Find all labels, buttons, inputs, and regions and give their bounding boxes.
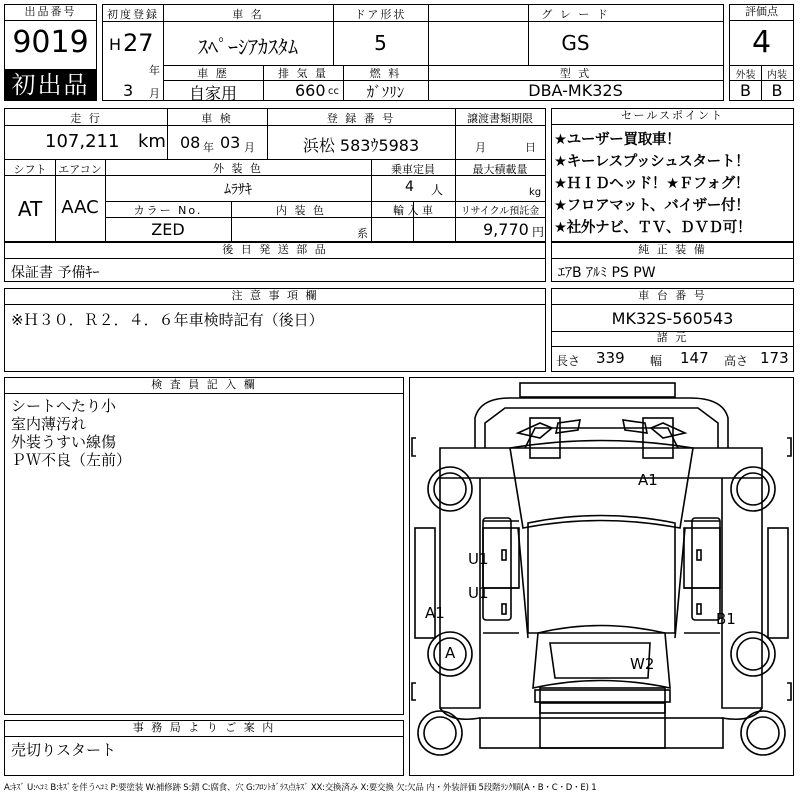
office-box [4,720,404,776]
capacity-unit: 人 [431,183,444,197]
car-name-label: 車 名 [232,8,264,21]
exterior-grade: B [740,81,751,100]
reg-year: 27 [123,29,154,57]
inspection-month: 03 [220,133,241,152]
transfer-month-unit: 月 [475,141,486,154]
door-label: ドア形状 [354,8,407,21]
ac: AAC [61,197,99,218]
history: 自家用 [188,84,237,103]
notes-title: 注 意 事 項 欄 [5,289,545,305]
inspector-title: 検 査 員 記 入 欄 [5,378,403,394]
equipment-box [551,242,794,282]
plate: 浜松 583ｳ5983 [302,136,420,155]
model: DBA-MK32S [528,81,623,100]
height: 173 [760,349,789,367]
top-info-box [102,4,724,101]
chassis-number: MK32S-560543 [611,309,734,328]
model-label: 型 式 [559,67,592,80]
mileage-label: 走 行 [70,112,102,125]
fuel: ｶﾞｿﾘﾝ [366,83,405,101]
inspector-line: シートへたり小 [11,397,117,415]
sales-point: ★社外ナビ、ＴＶ、ＤＶＤ可！ [554,220,752,236]
reg-label: 初度登録 [107,8,159,21]
grade: GS [561,31,590,55]
mileage: 107,211 [45,131,120,152]
car-diagram [410,378,793,775]
mark-u1-a: U1 [468,550,489,568]
int-color-label: 内 装 色 [276,204,326,217]
legend: A:ｷｽﾞ U:ﾍｺﾐ B:ｷｽﾞを伴うﾍｺﾐ P:要塗装 W:補修跡 S:錆 C:腐食、穴 G:ﾌﾛﾝﾄｶﾞﾗｽ点ｷｽﾞ XX:交換済み X:要交換 欠:欠品 内・外装評価 5段階ﾗﾝｸ順(A・B・C・D・E) 1 [4,783,597,793]
fuel-label: 燃 料 [369,67,402,80]
inspector-notes [11,397,131,469]
width-label: 幅 [650,354,663,368]
inspection-year-unit: 年 [203,141,214,154]
displacement: 660 [295,81,326,100]
height-label: 高さ [724,354,749,368]
inspector-line: 室内薄汚れ [11,415,87,433]
equipment-title: 純 正 装 備 [552,243,793,259]
recycle-unit: 円 [532,225,545,239]
recycle: 9,770 [483,220,529,239]
first-listing-label: 初出品 [11,71,90,99]
notes-box [4,288,546,372]
import-label: 輸 入 車 [393,204,433,217]
ext-color-label: 外 装 色 [213,162,263,175]
vehicle-details-box [4,108,546,242]
mark-a1-top: A1 [638,471,658,489]
lot-number-label: 出品番号 [5,5,96,21]
mark-a1-left: A1 [425,604,445,622]
lot-number: 9019 [12,25,89,60]
history-label: 車 歴 [197,67,229,80]
displacement-label: 排 気 量 [278,67,328,80]
inspection-month-unit: 月 [244,141,255,154]
mileage-unit: km [138,131,166,152]
mark-u1-b: U1 [468,584,489,602]
length: 339 [596,349,625,367]
length-label: 長さ [556,354,581,368]
sales-point: ★ユーザー買取車！ [554,132,681,148]
dims-title: 諸 元 [552,331,793,347]
inspection-label: 車 検 [201,112,233,125]
chassis-title: 車 台 番 号 [552,289,793,305]
sales-point: ★フロアマット、バイザー付！ [554,198,750,214]
color-no: ZED [151,220,185,239]
load-label: 最大積載量 [472,163,528,176]
office-text: 売切りスタート [11,741,117,759]
inspector-box [4,377,404,715]
load-unit: kg [529,187,542,198]
exterior-label: 外装 [735,70,756,81]
sales-point: ★ＨＩＤヘッド！★Ｆフォグ！ [554,176,750,192]
mark-w2: W2 [630,655,655,673]
chassis-box [551,288,794,372]
capacity: 4 [405,179,414,195]
score-label: 評価点 [730,5,793,21]
capacity-label: 乗車定員 [391,163,435,176]
notes-text: ※Ｈ３０．Ｒ２．４．６年車検時記有（後日） [11,311,324,329]
plate-label: 登 録 番 号 [326,112,396,125]
sales-points-list [554,128,794,238]
int-color-unit: 系 [357,227,368,240]
score-box [729,4,794,101]
mark-a: A [445,644,456,662]
interior-grade: B [771,81,783,100]
sales-point: ★キーレスプッシュスタート！ [554,154,750,170]
transfer-day-unit: 日 [525,141,536,154]
car-diagram-box [409,377,794,776]
transfer-label: 譲渡書類期限 [467,112,533,125]
color-no-label: カラー No. [133,204,203,217]
first-listing-badge [5,69,96,101]
reg-month-unit: 月 [149,87,160,100]
equipment-items: ｴｱB ｱﾙﾐ PS PW [558,265,656,281]
score: 4 [751,25,772,60]
reg-era: H [109,35,122,54]
ext-color: ﾑﾗｻｷ [224,182,252,198]
office-title: 事 務 局 よ り ご 案 内 [5,721,403,737]
doors: 5 [374,31,387,55]
inspector-line: ＰＷ不良（左前） [11,451,132,469]
ac-label: エアコン [58,163,102,176]
later-parts-title: 後 日 発 送 部 品 [5,243,545,259]
car-name: ｽﾍﾟｰｼｱｶｽﾀﾑ [198,35,298,59]
reg-month: 3 [123,81,134,100]
reg-year-unit: 年 [149,64,160,77]
sales-points-box [551,108,794,242]
lot-number-box [4,4,97,101]
grade-label: グ レ ー ド [541,8,610,21]
later-parts-items: 保証書 予備ｷｰ [11,265,100,281]
inspection-year: 08 [180,133,201,152]
inspector-line: 外装うすい線傷 [11,433,117,451]
mark-b1: B1 [716,610,736,628]
shift-label: シフト [13,163,47,176]
interior-label: 内装 [767,70,787,81]
later-parts-box [4,242,546,282]
width: 147 [680,349,709,367]
sales-points-title: セールスポイント [552,109,793,125]
displacement-unit: cc [328,86,339,97]
shift: AT [17,197,43,221]
recycle-label: リサイクル預託金 [460,206,540,217]
